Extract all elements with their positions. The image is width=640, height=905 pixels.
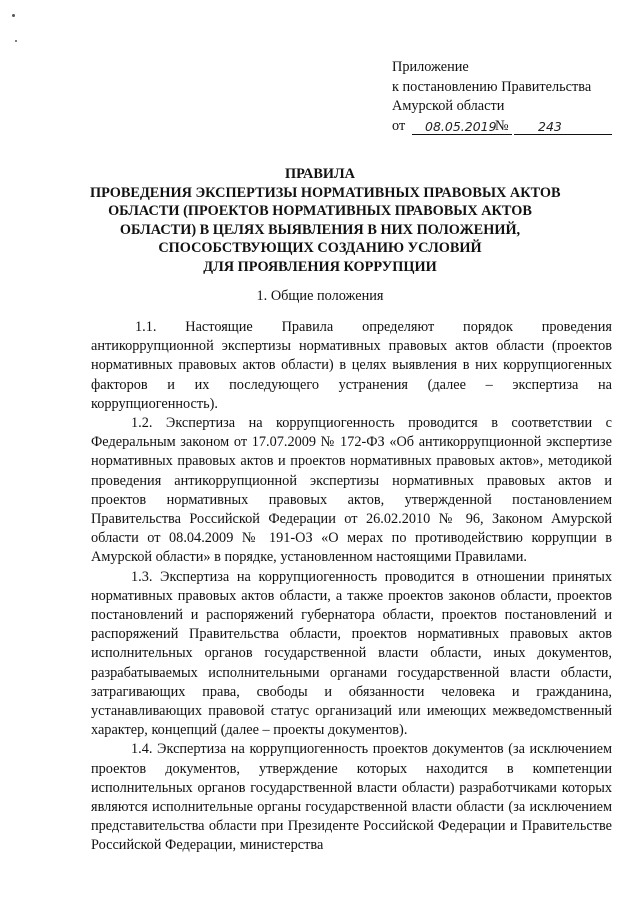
- paragraph-1-1: 1.1. Настоящие Правила определяют порядок проведения антикоррупционной экспертизы нормативных правовых актов области (проектов нормативных правовых актов области) в целях выявления в них коррупциогенных факторов и их последующего устранения (далее – экспертиза на коррупциогенность).: [91, 319, 612, 412]
- title-line-2: ПРОВЕДЕНИЯ ЭКСПЕРТИЗЫ НОРМАТИВНЫХ ПРАВОВЫХ АКТОВ: [90, 184, 561, 201]
- number-underline: [514, 134, 612, 135]
- scan-speck: [12, 14, 15, 17]
- title-line-4: ОБЛАСТИ) В ЦЕЛЯХ ВЫЯВЛЕНИЯ В НИХ ПОЛОЖЕНИЙ,: [119, 221, 521, 238]
- annex-from-label: от: [392, 117, 406, 134]
- title-line-5: СПОСОБСТВУЮЩИХ СОЗДАНИЮ УСЛОВИЙ: [158, 240, 482, 257]
- section-heading: 1. Общие положения: [256, 288, 384, 304]
- annex-line-3: Амурской области: [392, 98, 505, 114]
- paragraph-1-2: 1.2. Экспертиза на коррупциогенность проводится в соответствии с Федеральным законом от 17.07.2009 № 172-ФЗ «Об антикоррупционной экспертизе нормативных правовых актов и проектов нормативных правовых актов», методикой проведения антикоррупционной экспертизы нормативных правовых актов и проектов нормативных правовых актов, утвержденной постановлением Правительства Российской Федерации от 26.02.2010 № 96, Законом Амурской области от 08.04.2009 № 191-ОЗ «О мерах по противодействию коррупции в Амурской области» в порядке, установленном настоящими Правилами.: [91, 415, 612, 566]
- scan-speck: [15, 40, 17, 42]
- paragraph-1-3: 1.3. Экспертиза на коррупциогенность проводится в отношении принятых нормативных правовых актов области, а также проектов законов области, проектов постановлений и распоряжений губернатора области, проектов постановлений и распоряжений Правительства области, проектов нормативных правовых актов исполнительных органов государственной власти области, иных документов, разрабатываемых исполнительными органами государственной власти области, затрагивающих права, свободы и обязанности человека и гражданина, устанавливающих правовой статус организаций или имеющих межведомственный характер, концепций (далее – проекты документов).: [91, 568, 612, 739]
- handwritten-number: 243: [538, 118, 562, 134]
- annex-number-label: №: [495, 117, 509, 134]
- document-body: [91, 318, 612, 856]
- annex-block: [392, 58, 632, 136]
- annex-line-1: Приложение: [392, 59, 469, 75]
- document-title: [90, 165, 561, 277]
- annex-line-2: к постановлению Правительства: [392, 78, 592, 95]
- annex-date-number-line: [392, 117, 632, 137]
- handwritten-date: 08.05.2019: [425, 118, 497, 134]
- title-line-6: ДЛЯ ПРОЯВЛЕНИЯ КОРРУПЦИИ: [203, 258, 437, 275]
- title-line-3: ОБЛАСТИ (ПРОЕКТОВ НОРМАТИВНЫХ ПРАВОВЫХ АКТОВ: [108, 203, 532, 220]
- title-line-1: ПРАВИЛА: [285, 166, 355, 182]
- paragraph-1-4: 1.4. Экспертиза на коррупциогенность проектов документов (за исключением проектов документов, утверждение которых находится в компетенции исполнительных органов государственной власти области) разработчиками которых являются исполнительные органы государственной власти области (за исключением представительства области при Президенте Российской Федерации и Правительстве Российской Федерации, министерства: [91, 741, 612, 854]
